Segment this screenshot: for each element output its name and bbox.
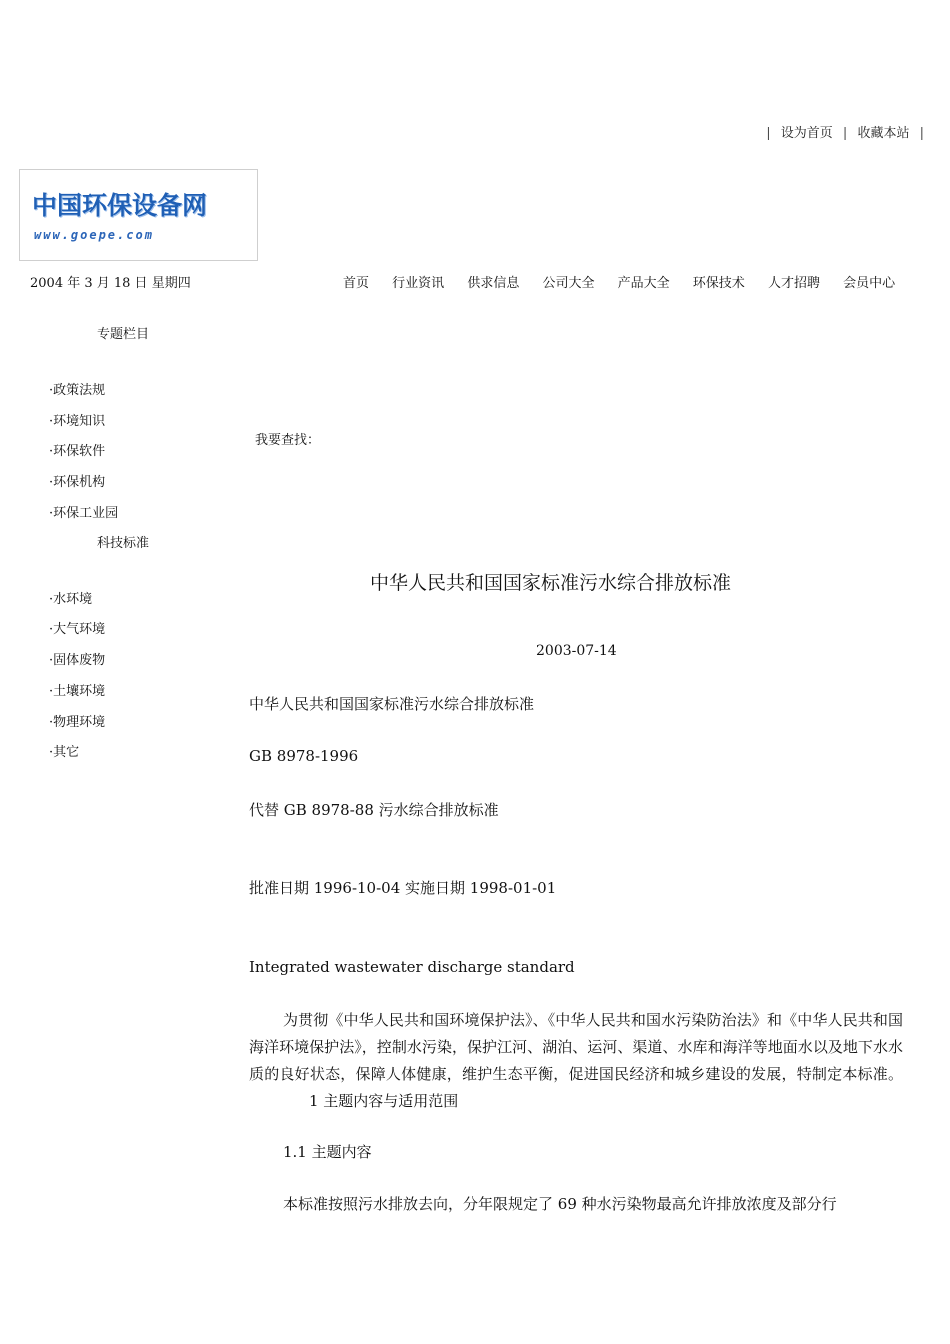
nav-members[interactable]: 会员中心 (843, 276, 896, 291)
body-text-line: 本标准按照污水排放去向，分年限规定了 69 种水污染物最高允许排放浓度及部分行 (283, 1195, 837, 1213)
nav-jobs[interactable]: 人才招聘 (767, 276, 820, 291)
article-title: 中华人民共和国国家标准污水综合排放标准 (370, 572, 732, 594)
sidebar-item-industrial-park[interactable]: ·环保工业园 (49, 506, 119, 521)
sidebar-item-air[interactable]: ·大气环境 (49, 622, 106, 637)
article-date: 2003-07-14 (536, 643, 617, 659)
nav-products[interactable]: 产品大全 (617, 276, 670, 291)
sidebar-item-policy[interactable]: ·政策法规 (49, 383, 106, 398)
separator: | (842, 126, 848, 141)
main-nav (343, 272, 895, 291)
sidebar-item-water[interactable]: ·水环境 (49, 592, 93, 607)
nav-env-tech[interactable]: 环保技术 (692, 276, 745, 291)
section-heading-1: 1 主题内容与适用范围 (309, 1092, 459, 1110)
sidebar-item-soil[interactable]: ·土壤环境 (49, 684, 106, 699)
site-logo[interactable] (19, 169, 258, 261)
set-homepage-link[interactable]: 设为首页 (780, 126, 833, 141)
separator: | (919, 126, 924, 141)
intro-text: 为贯彻《中华人民共和国环境保护法》、《中华人民共和国水污染防治法》和《中华人民共和国海洋环境保护法》，控制水污染，保护江河、湖泊、运河、渠道、水库和海洋等地面水以及地下水水质的良好状态，保障人体健康，维护生态平衡，促进国民经济和城乡建设的发展，特制定本标准。 (249, 1011, 903, 1083)
approval-dates: 批准日期 1996-10-04 实施日期 1998-01-01 (249, 879, 557, 897)
nav-companies[interactable]: 公司大全 (542, 276, 595, 291)
logo-url: www.goepe.com (34, 228, 154, 242)
nav-supply-demand[interactable]: 供求信息 (467, 276, 520, 291)
standard-code: GB 8978-1996 (249, 747, 359, 765)
separator: | (766, 126, 771, 141)
section-heading-1-1: 1.1 主题内容 (283, 1143, 372, 1161)
bookmark-site-link[interactable]: 收藏本站 (857, 126, 910, 141)
article-subtitle: 中华人民共和国国家标准污水综合排放标准 (249, 695, 535, 713)
replaces-standard: 代替 GB 8978-88 污水综合排放标准 (249, 801, 499, 819)
sidebar-item-institutions[interactable]: ·环保机构 (49, 475, 106, 490)
sidebar-section-title: 专题栏目 (97, 327, 150, 342)
sidebar-item-solid-waste[interactable]: ·固体废物 (49, 653, 106, 668)
nav-industry-news[interactable]: 行业资讯 (392, 276, 445, 291)
top-links (760, 122, 930, 141)
sidebar-item-other[interactable]: ·其它 (49, 745, 80, 760)
sidebar-item-physical[interactable]: ·物理环境 (49, 715, 106, 730)
sidebar-item-software[interactable]: ·环保软件 (49, 444, 106, 459)
english-title: Integrated wastewater discharge standard (249, 958, 575, 976)
intro-paragraph (249, 1007, 903, 1115)
logo-wordmark: 中国环保设备网 (32, 191, 208, 220)
nav-home[interactable]: 首页 (343, 276, 370, 291)
search-label: 我要查找： (255, 433, 321, 448)
current-date: 2004 年 3 月 18 日 星期四 (30, 276, 191, 291)
sidebar-item-env-knowledge[interactable]: ·环境知识 (49, 414, 106, 429)
sidebar-section-title: 科技标准 (97, 536, 150, 551)
